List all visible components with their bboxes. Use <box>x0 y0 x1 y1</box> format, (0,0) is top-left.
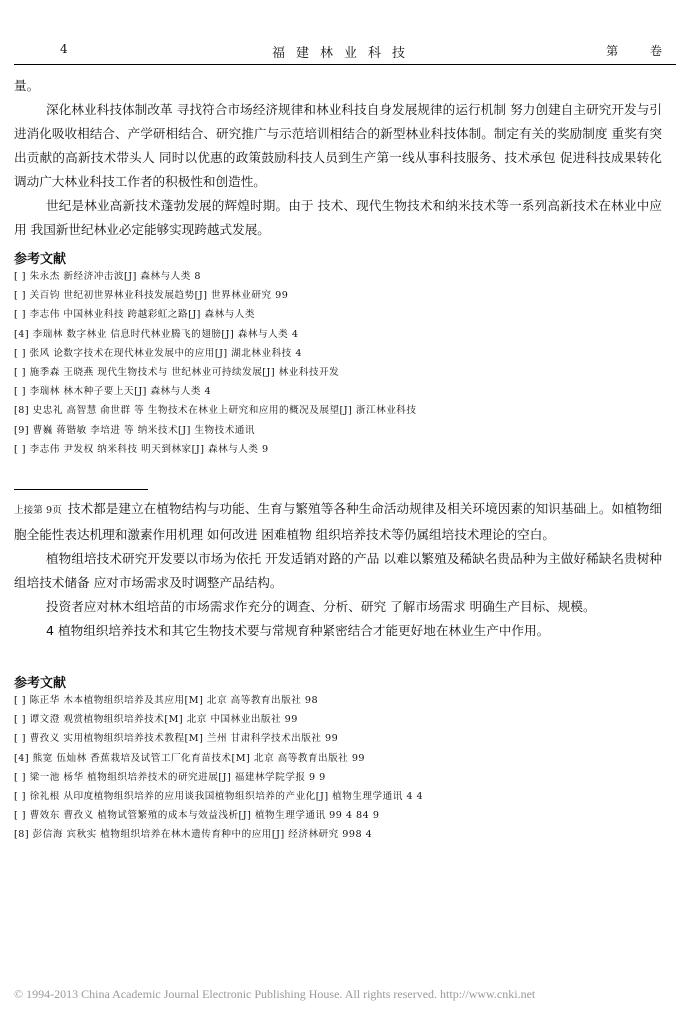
reference-item: [4] 熊宽 伍灿林 香蕉栽培及试管工厂化育苗技术[M] 北京 高等教育出版社 99 <box>14 752 366 764</box>
paragraph: 量。 <box>14 78 40 93</box>
paragraph: 4 植物组织培养技术和其它生物技术要与常规育种紧密结合才能更好地在林业生产中作用。 <box>46 623 550 638</box>
paragraph: 技术都是建立在植物结构与功能、生育与繁殖等各种生命活动规律及相关环境因素的知识基础上。如植物细胞全能性表达机理和激素作用机理 如何改进 困难植物 组织培养技术等仍属组培技术理论的空白。 <box>14 501 663 542</box>
references-title: 参考文献 <box>14 252 67 267</box>
section-divider <box>14 489 148 490</box>
reference-item: [8] 彭信海 宾秋实 植物组织培养在林木遗传育种中的应用[J] 经济林研究 998 4 <box>14 829 373 841</box>
reference-item: [ ] 关百钧 世纪初世界林业科技发展趋势[J] 世界林业研究 99 <box>14 290 289 302</box>
section2-body <box>14 497 662 643</box>
references-title: 参考文献 <box>14 676 67 691</box>
paragraph: 深化林业科技体制改革 寻找符合市场经济规律和林业科技自身发展规律的运行机制 努力创建自主研究开发与引进消化吸收相结合、产学研相结合、研究推广与示范培训相结合的新型林业科技体制。制定有关的奖励制度 重奖有突出贡献的高新技术带头人 同时以优惠的政策鼓励科技人员到生产第一线从事科技服务、技术承包 促进科技成果转化 调动广大林业科技工作者的积极性和创造性。 <box>14 102 662 189</box>
page-number: 4 <box>60 42 68 56</box>
reference-item: [ ] 张风 论数字技术在现代林业发展中的应用[J] 湖北林业科技 4 <box>14 347 302 359</box>
header-rule <box>14 64 676 65</box>
copyright-footer: © 1994-2013 China Academic Journal Electronic Publishing House. All rights reserved. http://www.cnki.net <box>14 987 536 1001</box>
reference-item: [ ] 李志伟 中国林业科技 跨越彩虹之路[J] 森林与人类 <box>14 309 255 321</box>
paragraph: 投资者应对林木组培苗的市场需求作充分的调查、分析、研究 了解市场需求 明确生产目标、规模。 <box>46 599 596 614</box>
reference-item: [ ] 曹孜义 实用植物组织培养技术教程[M] 兰州 甘肃科学技术出版社 99 <box>14 733 339 745</box>
reference-item: [ ] 梁一池 杨华 植物组织培养技术的研究进展[J] 福建林学院学报 9 9 <box>14 771 326 783</box>
paragraph: 植物组培技术研究开发要以市场为依托 开发适销对路的产品 以难以繁殖及稀缺名贵品种为主做好稀缺名贵树种组培技术储备 应对市场需求及时调整产品结构。 <box>14 551 662 590</box>
continued-from-label: 上接第 9页 <box>14 505 62 516</box>
reference-item: [ ] 李志伟 尹发权 纳米科技 明天到林家[J] 森林与人类 9 <box>14 443 269 455</box>
reference-item: [ ] 陈正华 木本植物组织培养及其应用[M] 北京 高等教育出版社 98 <box>14 695 319 706</box>
reference-item: [ ] 李瑞林 林木种子要上天[J] 森林与人类 4 <box>14 386 212 398</box>
reference-item: [ ] 施季森 王晓燕 现代生物技术与 世纪林业可持续发展[J] 林业科技开发 <box>14 367 340 379</box>
running-header <box>14 42 676 62</box>
section1-body <box>14 74 662 242</box>
reference-list <box>14 267 664 459</box>
journal-title: 福建林业科技 <box>272 46 417 61</box>
volume-label: 第 卷 <box>606 44 676 58</box>
reference-item: [ ] 曹效东 曹孜义 植物试管繁殖的成本与效益浅析[J] 植物生理学通讯 99 4 84 9 <box>14 810 380 822</box>
paragraph: 世纪是林业高新技术蓬勃发展的辉煌时期。由于 技术、现代生物技术和纳米技术等一系列高新技术在林业中应用 我国新世纪林业必定能够实现跨越式发展。 <box>14 198 662 237</box>
reference-item: [ ] 朱永杰 新经济冲击波[J] 森林与人类 8 <box>14 271 201 282</box>
reference-list <box>14 691 664 845</box>
reference-item: [ ] 谭文澄 观赏植物组织培养技术[M] 北京 中国林业出版社 99 <box>14 714 298 726</box>
reference-item: [ ] 徐礼根 从印度植物组织培养的应用谈我国植物组织培养的产业化[J] 植物生理学通讯 4 4 <box>14 791 424 803</box>
reference-item: [4] 李瑞林 数字林业 信息时代林业腾飞的翅膀[J] 森林与人类 4 <box>14 328 299 340</box>
reference-item: [8] 史忠礼 高智慧 俞世群 等 生物技术在林业上研究和应用的概况及展望[J] 浙江林业科技 <box>14 405 417 417</box>
reference-item: [9] 曹巍 蒋锴敏 李培进 等 纳米技术[J] 生物技术通讯 <box>14 424 255 436</box>
